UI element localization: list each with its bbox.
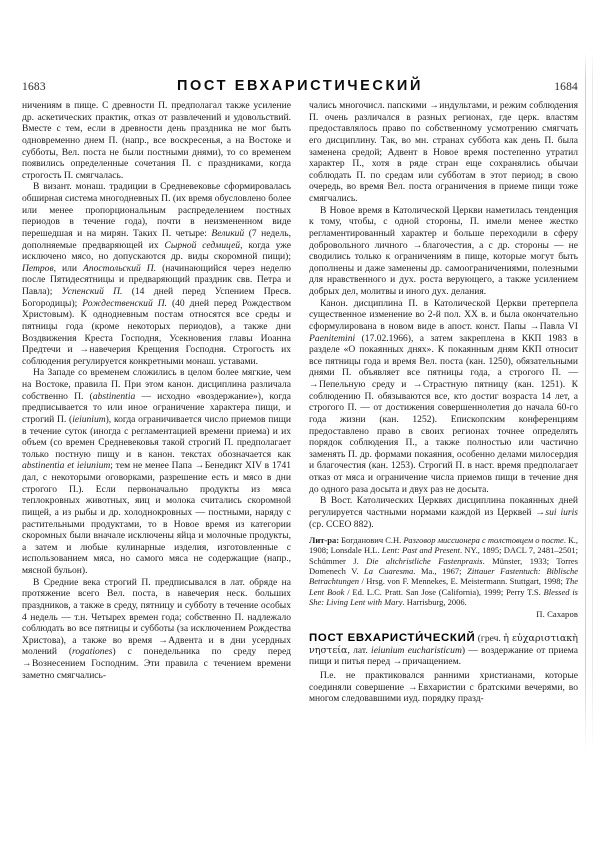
bibliography-title: Разговор миссионера с толстовцем о посте bbox=[403, 535, 564, 546]
cross-reference-link[interactable]: → Пепельную среду bbox=[309, 379, 395, 390]
scan-edge-line bbox=[585, 52, 586, 752]
cross-reference-link[interactable]: → Вознесением Господним bbox=[22, 658, 136, 669]
cross-reference-link[interactable]: → Адвента bbox=[158, 635, 202, 646]
latin-term: ieiunium eucharisticum bbox=[371, 644, 462, 656]
paragraph-eastern-catholic: В Вост. Католических Церквях дисциплина покаянных дней регулируется частными нормами каждой из Церквей → sui iuris (ср. ССЕО 882). bbox=[309, 495, 578, 530]
bibliography-title: Lent: Past and Present bbox=[381, 545, 461, 556]
fast-name-nativity: Рождественский П. bbox=[82, 297, 167, 309]
greek-term: ἡ εὐχαριστιακὴ νηστεία bbox=[309, 633, 578, 656]
fast-name-peter: Петров bbox=[22, 262, 54, 274]
fast-name-apostolic: Апостольский П. bbox=[82, 262, 157, 274]
latin-term-rogationes: rogationes bbox=[72, 646, 113, 658]
bibliography: Лит-ра: Богданович С.Н. Разговор миссионера с толстовцем о посте. К., 1908; Lonsdale H.L. Lent: Past and Present. NY., 1895; DACL 7, 2481–2501; Schümmer J. Die altchristliche Fastenpraxis. Münster, 1933; Torres Domenech V. La Cuaresma. Ma., 1967; Zittauer Fastentuch: Biblische Betrachtungen / Hrsg. von F. Mennekes, E. Meistermann. Stuttgart, 1998; The Lent Book / Ed. L.C. Pratt. San Jose (California), 1999; Perry T.S. Blessed is She: Living Lent with Mary. Harrisburg, 2006. bbox=[309, 535, 579, 607]
paragraph-continuation: ничениям в пище. С древности П. предполагал также усиление др. аскетических практик, отказ от развлечений и удовольствий. Вместе с тем, если в древности день праздника не мог быть одновременно днем П. (напр., все воскресенья, а на Востоке и субботы, Вел. поста не были постными днями), то со временем появились определенные сочетания П. с праздниками, когда строгость П. смягчалась. bbox=[22, 100, 291, 181]
paragraph-canon-discipline: Канон. дисциплина П. в Католической Церкви претерпела существенное изменение во 2-й пол. XX в. и была окончательно сформулирована в новом виде в апост. конст. Папы → Павла VI Paenitemini (17.02.1966), а затем закреплена в ККП 1983 в разделе «О покаянных днях». К покаянным дням ККП относит все пятницы года и время Вел. поста (кан. 1250), обязательными днями П. объявляет все пятницы года, а строгого П. — → Пепельную среду и → Страстную пятницу (кан. 1251). К соблюдению П. обязываются все, кто достиг возраста 14 лет, а строгого П. — от достижения совершеннолетия до начала 60-го года жизни (кан. 1252). Епископским конференциям предоставлено право в своих регионах точнее определять порядок соблюдения П., а также полностью или частично заменять П. др. формами покаяния, особенно делами милосердия и благочестия (кан. 1253). Строгий П. в наст. время предполагает отказ от мяса и ограничение числа приемов пищи в течение дня до одного раза досыта и двух раз не досыта. bbox=[309, 298, 578, 496]
column-right bbox=[309, 100, 578, 705]
cross-reference-link[interactable]: → Страстную пятницу bbox=[413, 379, 508, 390]
cross-reference-link[interactable]: → sui iuris bbox=[535, 507, 578, 518]
entry-paragraph-early-christians: П.е. не практиковался ранними христианами, которые соединяли совершение → Евхаристии с братскими вечерями, во многом следовавшими иуд. порядку празд- bbox=[309, 670, 578, 705]
folio-right: 1684 bbox=[554, 81, 578, 93]
folio-left: 1683 bbox=[22, 81, 46, 93]
article-author: П. Сахаров bbox=[536, 609, 578, 620]
cross-reference-link[interactable]: → Бенедикт XIV bbox=[195, 460, 262, 471]
paragraph-byzantine-fasts: В визант. монаш. традиции в Средневековье сформировалась обширная система многодневных П. (их время обусловлено более или менее пропорциональным распределением постных периодов в течение года), почти в неизмененном виде перешедшая и на мирян. Таких П. четыре: Великий (7 недель, дополняемые предваряющей их Сырной седмицей, когда уже исключено мясо, но допускаются др. виды скоромной пищи); Петров, или Апостольский П. (начинающийся через неделю после Пятидесятницы и предваряющий праздник свв. Петра и Павла); Успенский П. (14 дней перед Успением Пресв. Богородицы); Рождественский П. (40 дней перед Рождеством Христовым). К однодневным постам относятся все среды и пятницы года (кроме некоторых периодов), а также дни Воздвижения Креста Господня, Усекновения главы Иоанна Предтечи и → навечерия Крещения Господня. Строгость их соблюдения регулируется конкретными монаш. уставами. bbox=[22, 181, 291, 367]
paragraph-western-discipline: На Западе со временем сложились в целом более мягкие, чем на Востоке, правила П. При этом канон. дисциплина различала собственно П. (abstinentia — исходно «воздержание»), когда предписывается то или иное ограничение характера пищи, и строгий П. (ieiunium), когда ограничивается число приемов пищи в течение суток (иногда с регламентацией времени приема) и их объем (со времен Средневековья такой строгий П. предполагает только постную пищу и в канон. текстах обозначается как abstinentia et ieiunium; тем не менее Папа → Бенедикт XIV в 1741 дал, с некоторыми оговорками, разрешение есть и мясо в дни строгого П.). Если первоначально продукты из мяса теплокровных животных, яиц и молока считались скоромной пищей, а из рыбы и др. холоднокровных — постными, наряду с растительными продуктами, то в Новое время из категории скоромных были вначале исключены яйца и молочные продукты, а затем и любые кулинарные изделия, изготовленные с использованием мяса, но самого мяса не содержащие (напр., мясной бульон). bbox=[22, 367, 291, 576]
fast-name-cheesefare: Сырной седмицей bbox=[164, 239, 241, 251]
fast-name-dormition: Успенский П. bbox=[61, 286, 123, 297]
bibliography-label: Лит-ра: bbox=[309, 535, 340, 546]
fast-name-great: Великий bbox=[211, 227, 245, 239]
entry-definition: ПОСТ ЕВХАРИСТИ́ЧЕСКИЙ (греч. ἡ εὐχαριστιακὴ νηστεία, лат. ieiunium eucharisticum) — воздержание от приема пищи и питья перед → причащением. bbox=[309, 633, 578, 668]
latin-term-ieiunium: ieiunium bbox=[72, 413, 106, 425]
latin-title-paenitemini: Paenitemini bbox=[309, 332, 356, 344]
cross-reference-link[interactable]: → Евхаристии bbox=[408, 682, 466, 693]
bibliography-title: The Lent Book bbox=[309, 576, 578, 597]
cross-reference-link[interactable]: → благочестия bbox=[413, 240, 472, 251]
bibliography-title: Die altchristliche Fastenpraxis bbox=[366, 555, 483, 566]
cross-reference-link[interactable]: → индультами bbox=[429, 100, 487, 111]
cross-reference-link[interactable]: → Павла VI bbox=[530, 321, 578, 332]
paragraph-medieval-latin-rite: В Средние века строгий П. предписывался в лат. обряде на протяжение всего Вел. поста, в навечерия неск. больших праздников, а также в среду, пятницу и субботу в течение особых 4 недель — т.н. Четырех времен года; собственно П. надлежало соблюдать во все пятницы и субботы (за исключением Рождества Христова), а также во время → Адвента и в дни усердных молений (rogationes) с понедельника по среду перед → Вознесением Господним. Эти правила с течением времени заметно смягчались- bbox=[22, 577, 291, 682]
paragraph-indults: чались многочисл. папскими → индультами, и режим соблюдения П. очень различался в разных регионах, где церк. властям предоставлялось право по собственному усмотрению смягчать его дисциплину. Так, во мн. странах суббота как день П. была заменена средой; Адвент в Новое время постепенно утратил характер П., хотя в ряде стран еще сохранялись обычаи соблюдать П. по средам или субботам в этот период; в свою очередь, во время Вел. поста ограничения в приеме пищи тоже смягчались. bbox=[309, 100, 578, 205]
bibliography-title: Zittauer Fastentuch: Biblische Betrachtungen bbox=[309, 566, 578, 587]
entry-post-evharisticheskiy bbox=[309, 633, 578, 705]
body-columns bbox=[22, 100, 578, 705]
entry-headword: ПОСТ ЕВХАРИСТИ́ЧЕСКИЙ bbox=[309, 632, 476, 645]
latin-term-abstinentia-et-ieiunium: abstinentia et ieiunium bbox=[22, 460, 111, 472]
latin-term-abstinentia: abstinentia bbox=[92, 390, 136, 402]
bibliography-title: Blessed is She: Living Lent with Mary bbox=[309, 586, 578, 607]
cross-reference-link[interactable]: → причащением bbox=[393, 656, 459, 667]
scan-edge-line-secondary bbox=[592, 52, 593, 752]
running-head bbox=[22, 78, 578, 98]
paragraph-modern-tendency: В Новое время в Католической Церкви наметилась тенденция к тому, чтобы, с одной стороны, П. имели менее жестко регламентированный характер и больше переходили в сферу добровольного личного → благочестия, а с др. стороны — не сводились только к ограничениям в пище, которые могут быть дополнены и даже заменены др. самоограничениями, полезными для нравственного и дух. роста верующего, а также усилением добрых дел, молитвы и иного дух. делания. bbox=[309, 205, 578, 298]
column-left bbox=[22, 100, 291, 705]
bibliography-title: La Cuaresma bbox=[364, 566, 414, 577]
page-title: ПОСТ ЕВХАРИСТИЧЕСКИЙ bbox=[177, 78, 423, 94]
cross-reference-link[interactable]: → навечерия bbox=[79, 344, 130, 355]
